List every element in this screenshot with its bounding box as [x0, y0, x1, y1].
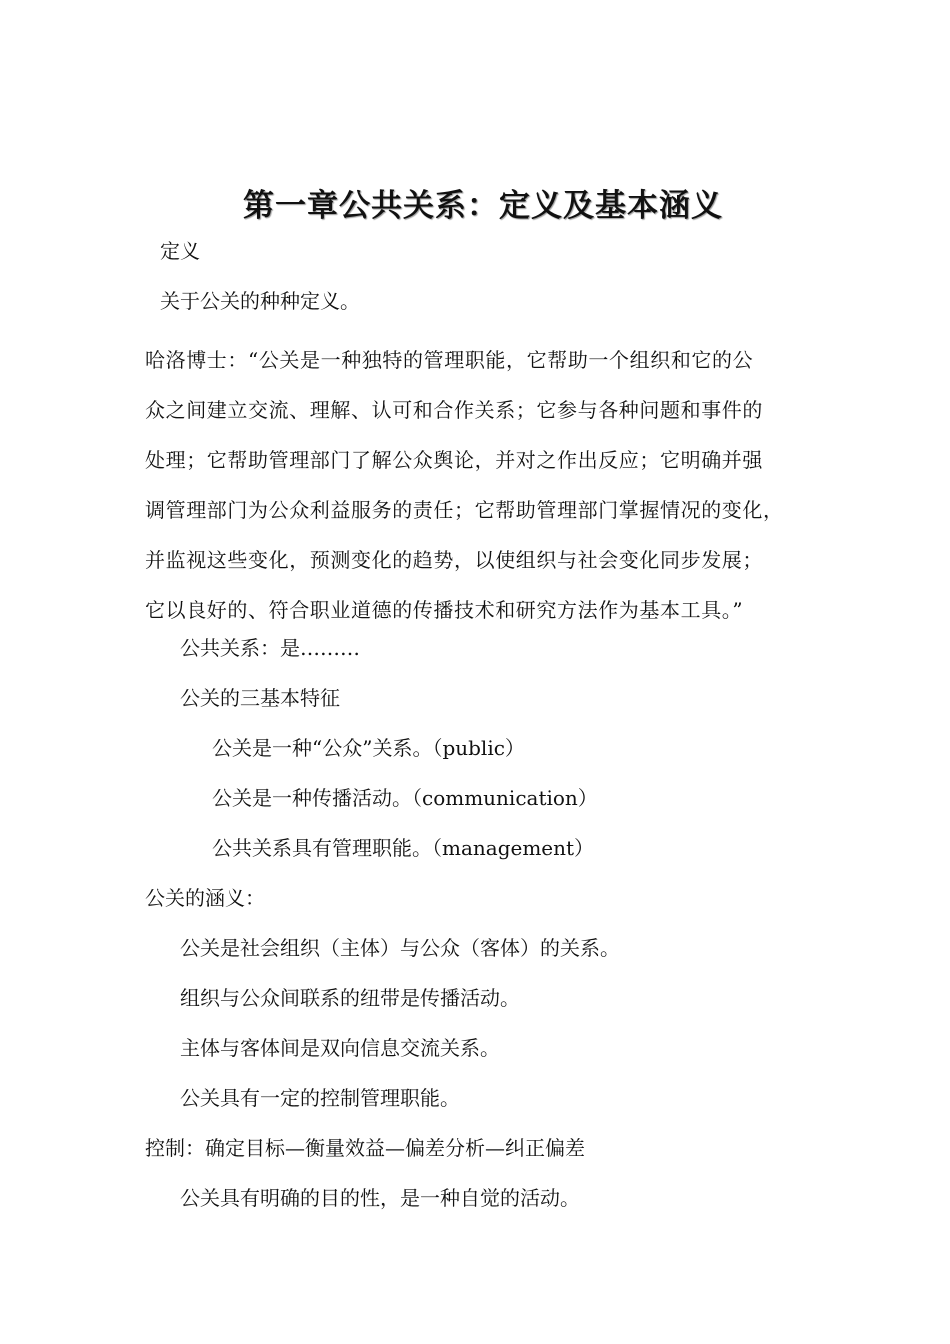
feature-item: 公关是一种“公众”关系。（public） [212, 736, 525, 760]
pr-is-line: 公共关系：是……… [180, 636, 360, 660]
quote-line: 并监视这些变化，预测变化的趋势，以使组织与社会变化同步发展； [145, 548, 763, 572]
purpose-line: 公关具有明确的目的性，是一种自觉的活动。 [180, 1186, 580, 1210]
feature-item: 公共关系具有管理职能。（management） [212, 836, 595, 860]
quote-line: 处理；它帮助管理部门了解公众舆论，并对之作出反应；它明确并强 [145, 448, 763, 472]
connotation-item: 公关具有一定的控制管理职能。 [180, 1086, 460, 1110]
harlow-quote-paragraph [145, 335, 845, 635]
connotation-item: 组织与公众间联系的纽带是传播活动。 [180, 986, 520, 1010]
quote-line: 哈洛博士：“公关是一种独特的管理职能，它帮助一个组织和它的公 [145, 348, 754, 372]
control-line: 控制：确定目标—衡量效益—偏差分析—纠正偏差 [145, 1136, 585, 1160]
quote-line: 众之间建立交流、理解、认可和合作关系；它参与各种问题和事件的 [145, 398, 763, 422]
three-features-heading: 公关的三基本特征 [180, 686, 340, 710]
section-heading-definition: 定义 [160, 239, 200, 263]
page-title: 第一章公共关系：定义及基本涵义 [243, 188, 723, 224]
connotation-heading: 公关的涵义： [145, 886, 265, 910]
connotation-item: 主体与客体间是双向信息交流关系。 [180, 1036, 500, 1060]
quote-line: 调管理部门为公众利益服务的责任；它帮助管理部门掌握情况的变化， [145, 498, 784, 522]
intro-text: 关于公关的种种定义。 [160, 289, 360, 313]
quote-line: 它以良好的、符合职业道德的传播技术和研究方法作为基本工具。” [145, 598, 744, 622]
connotation-item: 公关是社会组织（主体）与公众（客体）的关系。 [180, 936, 620, 960]
feature-item: 公关是一种传播活动。（communication） [212, 786, 598, 810]
